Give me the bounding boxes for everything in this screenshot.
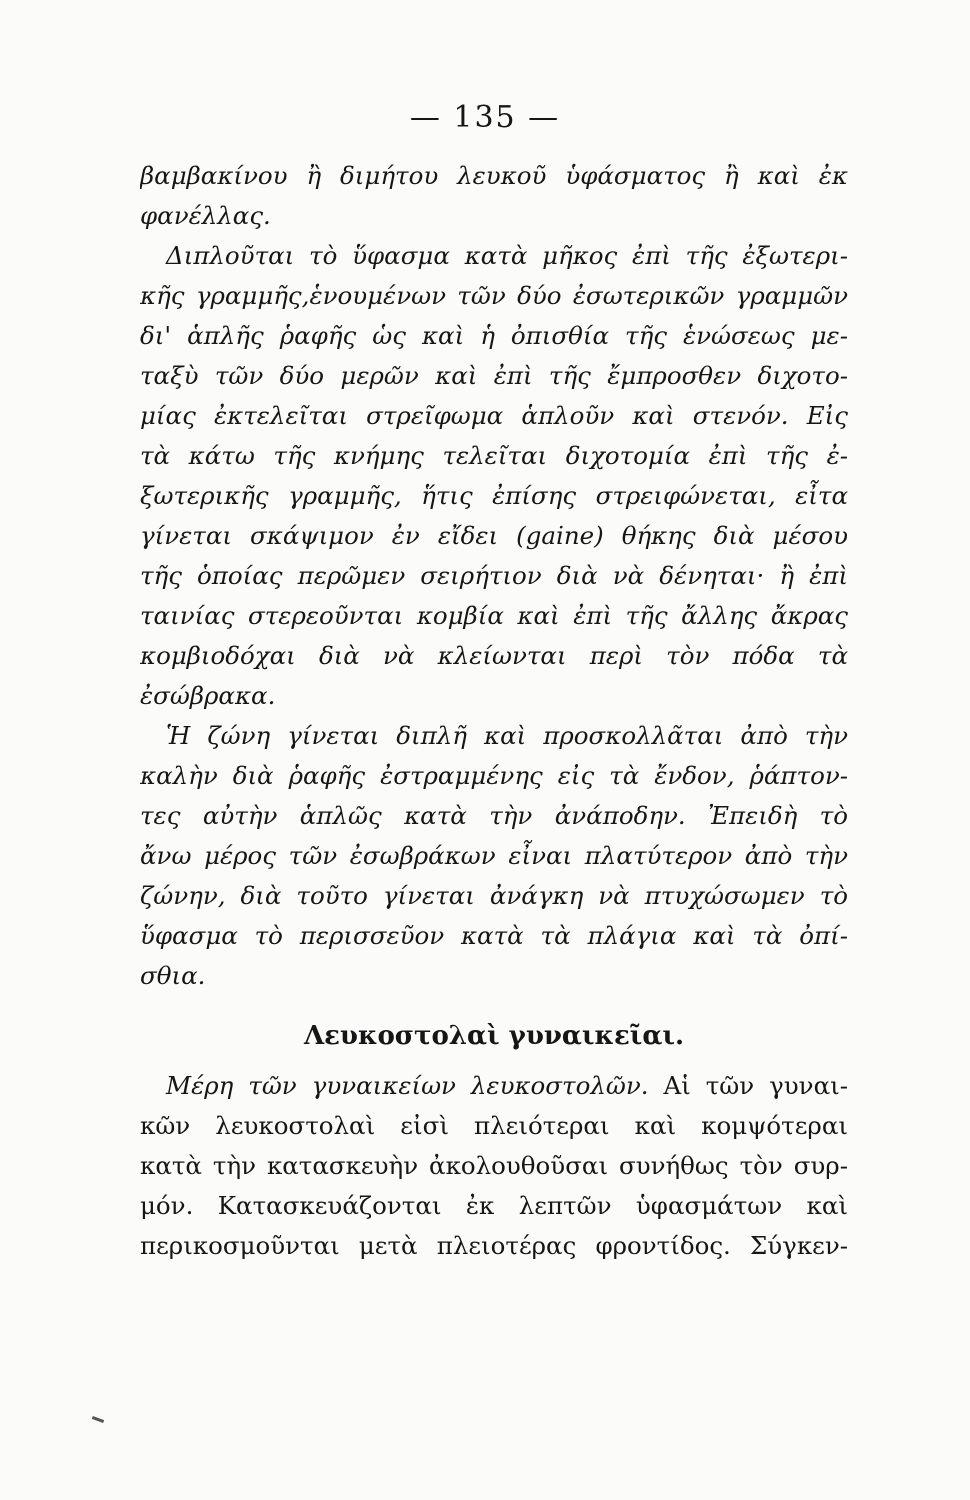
text-line: ξωτερικῆς γραμμῆς, ἥτις ἐπίσης στρειφώνεται, εἶτα	[140, 481, 848, 510]
text-line: κομβιοδόχαι διὰ νὰ κλείωνται περὶ τὸν πόδα τὰ	[140, 641, 848, 670]
text-line: ἄνω μέρος τῶν ἐσωβράκων εἶναι πλατύτερον ἀπὸ τὴν	[140, 841, 848, 870]
page-body	[140, 156, 848, 1266]
text-line: γίνεται σκάψιμον ἐν εἴδει (gaine) θήκης διὰ μέσου	[140, 521, 848, 550]
text-line: καλὴν διὰ ῥαφῆς ἐστραμμένης εἰς τὰ ἔνδον, ῥάπτον-	[140, 761, 848, 790]
text-line: κατὰ τὴν κατασκευὴν ἀκολουθοῦσαι συνήθως τὸν συρ-	[140, 1151, 848, 1180]
paragraph-womens-linen	[140, 1066, 848, 1266]
text-line: κῶν λευκοστολαὶ εἰσὶ πλειότεραι καὶ κομψότεραι	[140, 1111, 848, 1140]
text-line: περικοσμοῦνται μετὰ πλειοτέρας φροντίδος. Σύγκεν-	[140, 1231, 848, 1260]
stray-mark	[92, 1416, 104, 1423]
text-line: ἐσώβρακα.	[140, 681, 276, 710]
text-line	[140, 1066, 848, 1106]
text-line: βαμβακίνου ἢ διμήτου λευκοῦ ὑφάσματος ἢ καὶ ἐκ	[140, 161, 848, 190]
text-line: τῆς ὁποίας περῶμεν σειρήτιον διὰ νὰ δένηται· ἢ ἐπὶ	[140, 561, 848, 590]
text-line: μόν. Κατασκευάζονται ἐκ λεπτῶν ὑφασμάτων καὶ	[140, 1191, 848, 1220]
text-line: δι' ἁπλῆς ῥαφῆς ὡς καὶ ἡ ὀπισθία τῆς ἑνώσεως με-	[140, 321, 848, 350]
text-line: Ἡ ζώνη γίνεται διπλῆ καὶ προσκολλᾶται ἀπὸ τὴν	[166, 721, 848, 750]
page-number: — 135 —	[409, 100, 561, 135]
paragraph-lining-instructions	[140, 236, 848, 716]
paragraph-subtitle: Μέρη τῶν γυναικείων λευκοστολῶν.	[166, 1071, 649, 1100]
paragraph-continuation	[140, 156, 848, 236]
section-heading: Λευκοστολαὶ γυναικεῖαι.	[303, 1021, 685, 1051]
text-line: ὕφασμα τὸ περισσεῦον κατὰ τὰ πλάγια καὶ τὰ ὀπί-	[140, 921, 848, 950]
paragraph-waistband	[140, 716, 848, 996]
text-line: ζώνην, διὰ τοῦτο γίνεται ἀνάγκη νὰ πτυχώσωμεν τὸ	[140, 881, 848, 910]
text-line: Διπλοῦται τὸ ὕφασμα κατὰ μῆκος ἐπὶ τῆς ἐξωτερι-	[166, 241, 848, 270]
text-line: σθια.	[140, 961, 206, 990]
text-line: ταξὺ τῶν δύο μερῶν καὶ ἐπὶ τῆς ἔμπροσθεν διχοτο-	[140, 361, 848, 390]
text-line: ταινίας στερεοῦνται κομβία καὶ ἐπὶ τῆς ἄλλης ἄκρας	[140, 601, 848, 630]
text-line: μίας ἐκτελεῖται στρεῖφωμα ἁπλοῦν καὶ στενόν. Εἰς	[140, 401, 848, 430]
text-line: τες αὐτὴν ἁπλῶς κατὰ τὴν ἀνάποδην. Ἐπειδὴ τὸ	[140, 801, 848, 830]
text-line: κῆς γραμμῆς,ἑνουμένων τῶν δύο ἐσωτερικῶν γραμμῶν	[140, 281, 848, 310]
text-line: φανέλλας.	[140, 201, 271, 230]
paragraph-first-line-rest: Αἱ τῶν γυναι-	[648, 1071, 848, 1100]
text-line: τὰ κάτω τῆς κνήμης τελεῖται διχοτομία ἐπὶ τῆς ἐ-	[140, 441, 848, 470]
